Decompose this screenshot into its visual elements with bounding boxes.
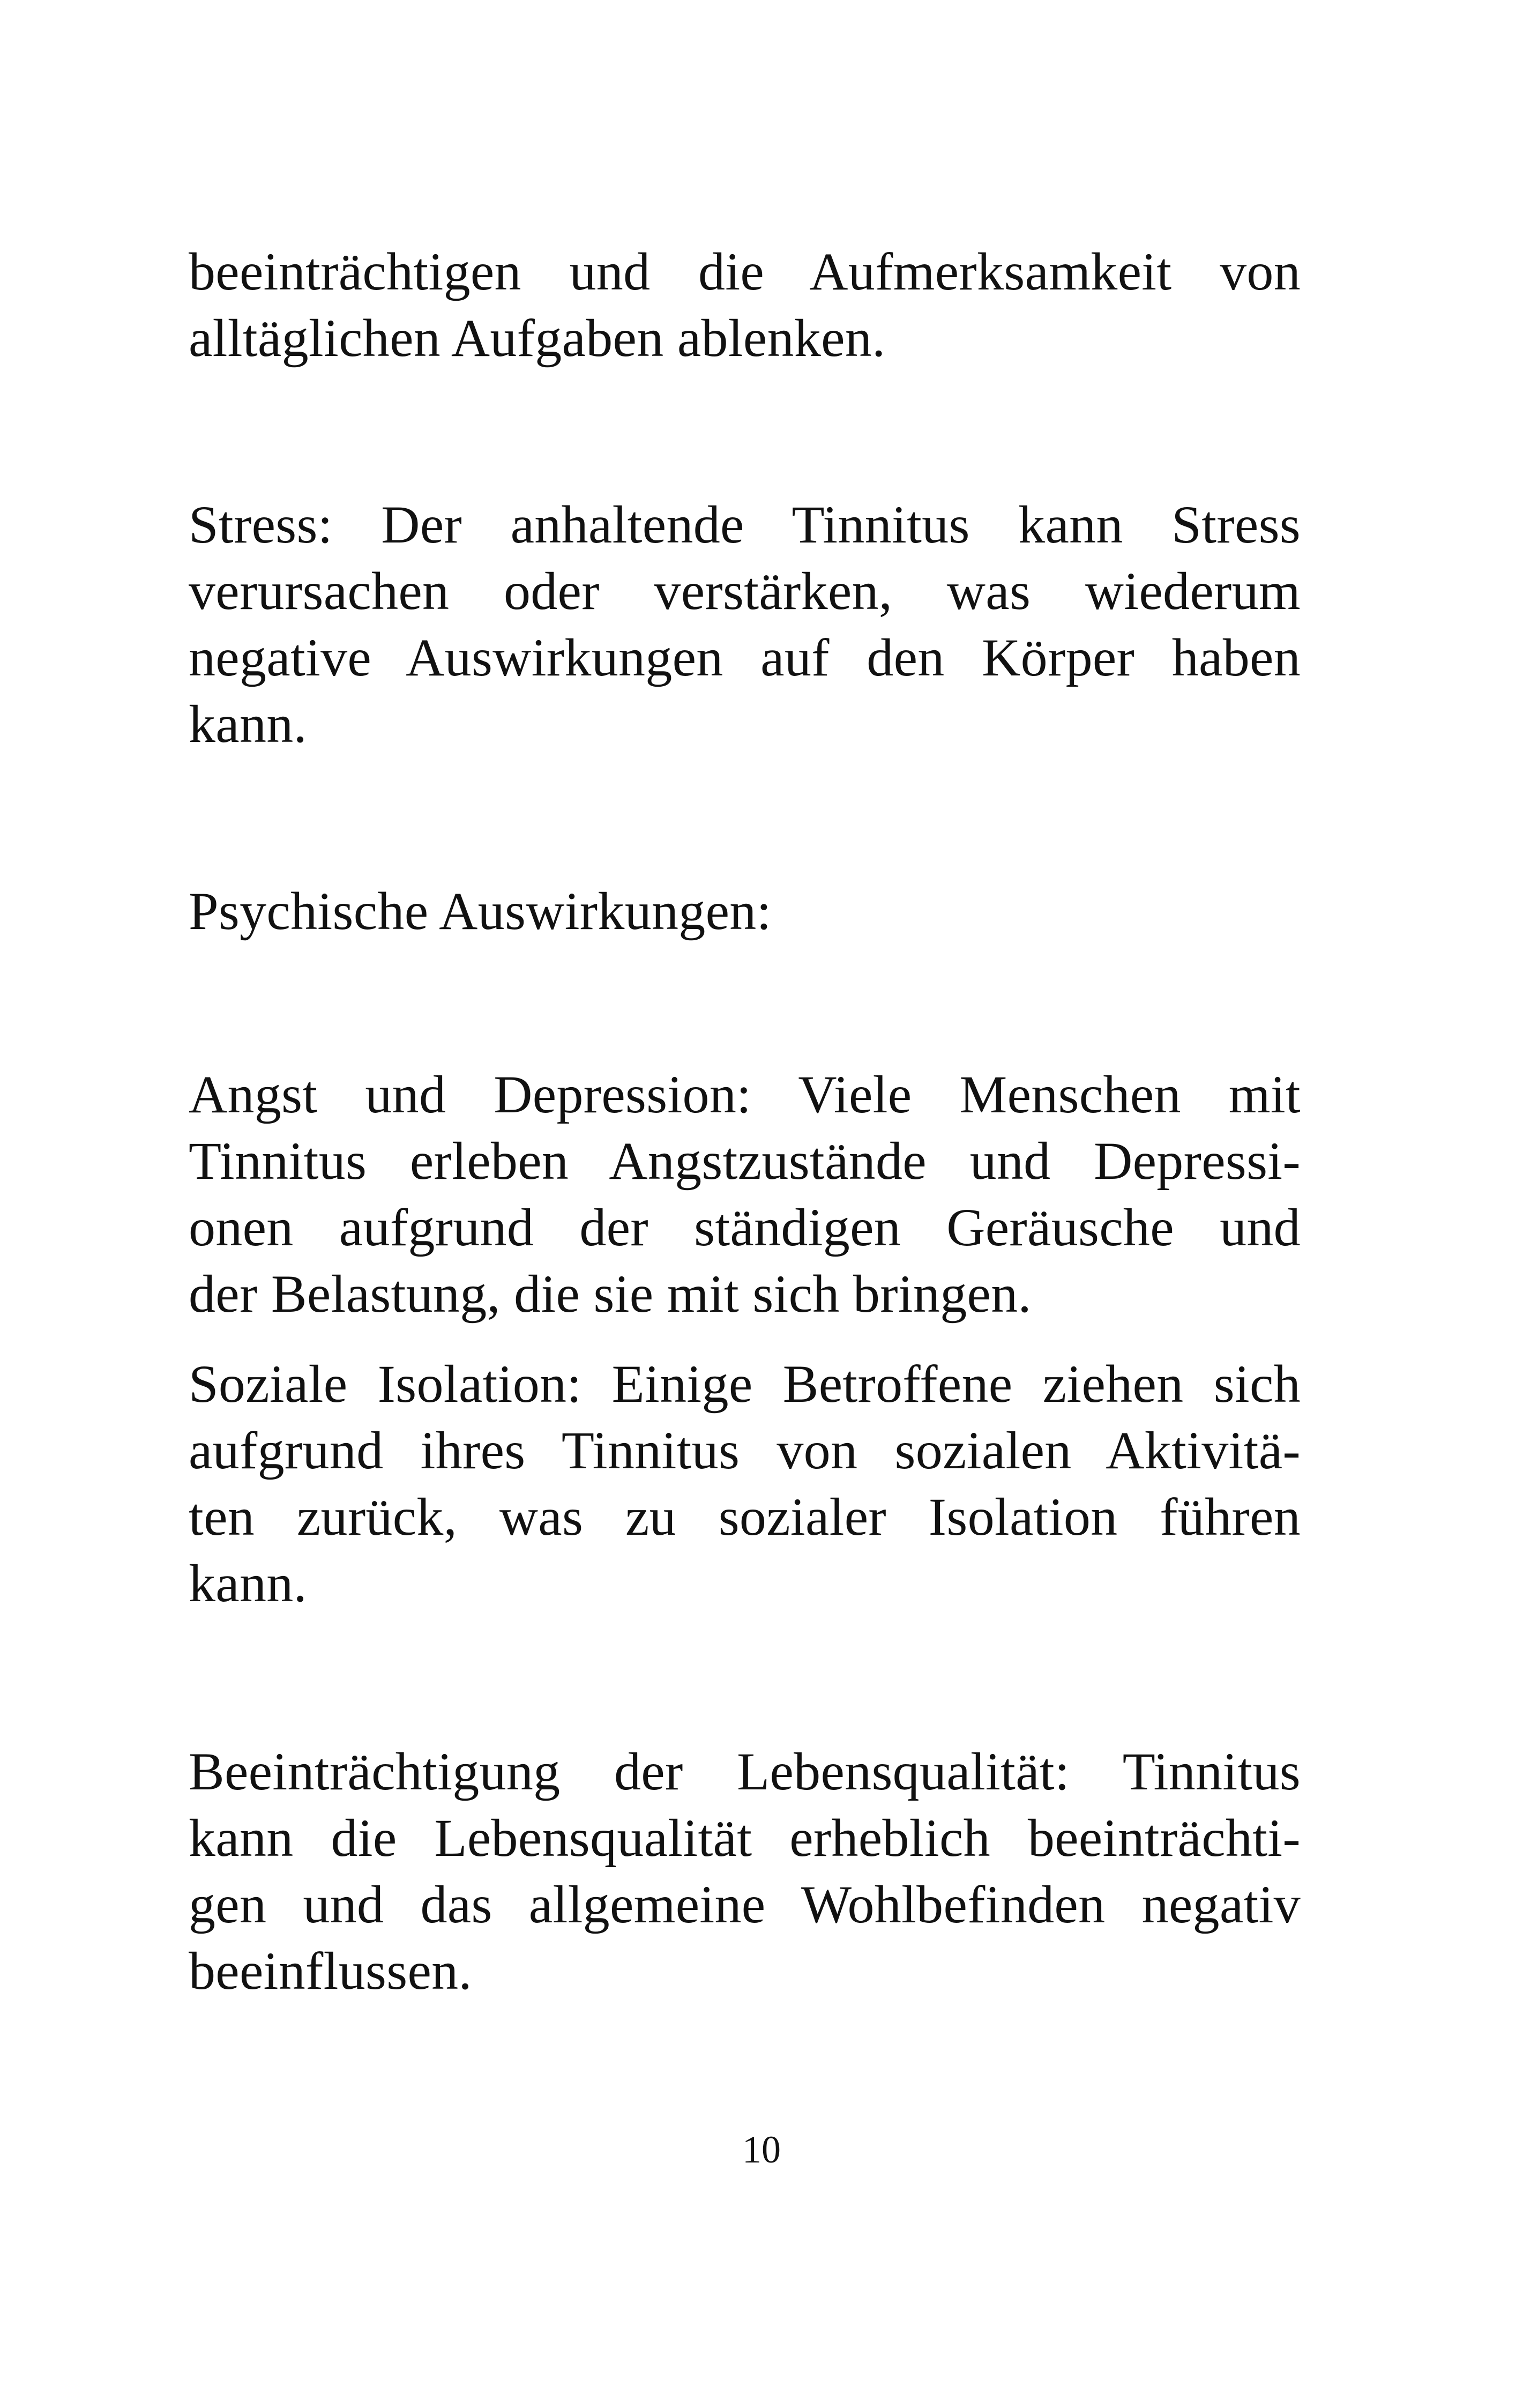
- text-line: negative Auswirkungen auf den Körper haben: [189, 628, 1301, 687]
- text-line: aufgrund ihres Tinnitus von sozialen Aktivitä-: [189, 1421, 1301, 1480]
- paragraph-social-isolation: [189, 1351, 1301, 1617]
- text-line: verursachen oder verstärken, was wiederum: [189, 561, 1301, 621]
- paragraph-stress: [189, 492, 1301, 757]
- text-line: kann die Lebensqualität erheblich beeinträchti-: [189, 1808, 1301, 1868]
- text-line: alltäglichen Aufgaben ablenken.: [189, 308, 886, 368]
- text-line: Stress: Der anhaltende Tinnitus kann Stress: [189, 495, 1301, 554]
- text-line: Tinnitus erleben Angstzustände und Depressi-: [189, 1131, 1301, 1191]
- text-line: Psychische Auswirkungen:: [189, 881, 772, 941]
- page-number: 10: [742, 2128, 781, 2171]
- paragraph-anxiety-depression: [189, 1061, 1301, 1327]
- text-line: gen und das allgemeine Wohlbefinden negativ: [189, 1875, 1301, 1934]
- text-line: beeinträchtigen und die Aufmerksamkeit von: [189, 242, 1301, 301]
- paragraph-quality-of-life: [189, 1738, 1301, 2004]
- text-line: Soziale Isolation: Einige Betroffene ziehen sich: [189, 1354, 1301, 1414]
- paragraph-attention: [189, 239, 1301, 371]
- text-line: kann.: [189, 694, 307, 754]
- text-line: kann.: [189, 1554, 307, 1613]
- text-line: der Belastung, die sie mit sich bringen.: [189, 1264, 1032, 1324]
- text-line: ten zurück, was zu sozialer Isolation führen: [189, 1487, 1301, 1547]
- paragraph-psychological-heading: [189, 878, 1301, 945]
- text-line: onen aufgrund der ständigen Geräusche und: [189, 1198, 1301, 1257]
- text-line: Beeinträchtigung der Lebensqualität: Tinnitus: [189, 1742, 1301, 1801]
- text-line: beeinflussen.: [189, 1941, 472, 2001]
- text-line: Angst und Depression: Viele Menschen mit: [189, 1065, 1301, 1124]
